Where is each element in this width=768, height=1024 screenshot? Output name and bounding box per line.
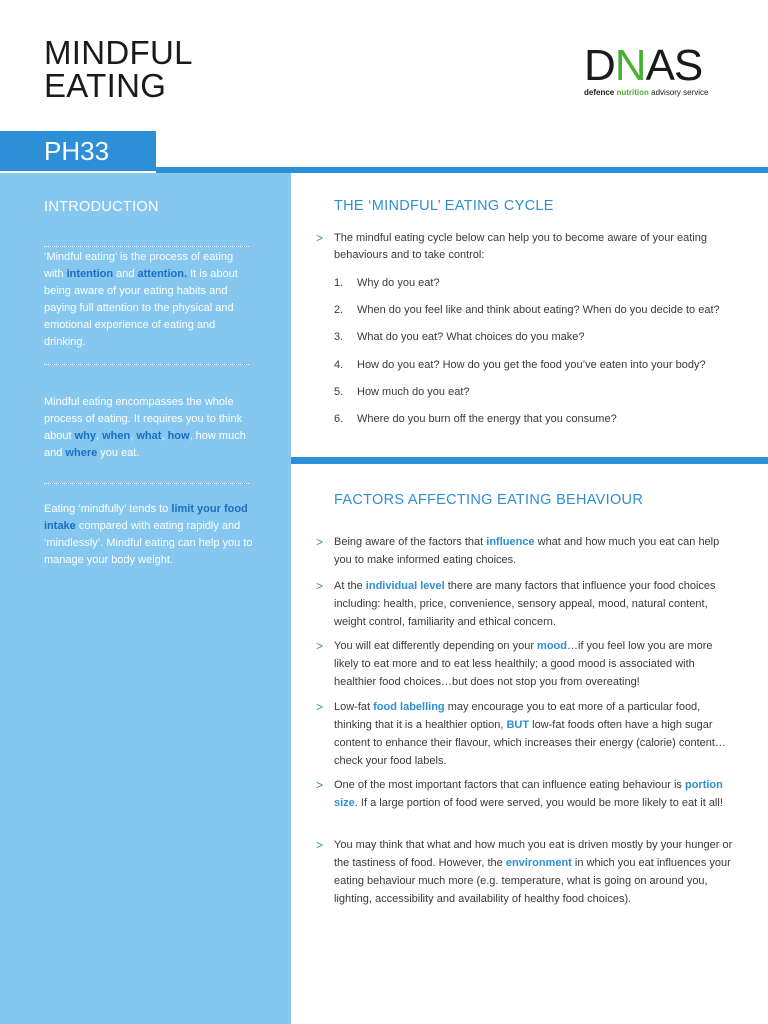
question-number: 2. bbox=[334, 304, 344, 316]
factor-bullet bbox=[316, 577, 736, 631]
logo-letter-d: D bbox=[584, 41, 615, 90]
intro-paragraph-3 bbox=[44, 501, 254, 569]
question-number: 1. bbox=[334, 277, 344, 289]
text-run: At the bbox=[334, 580, 366, 592]
highlight-portion-size: portion size bbox=[334, 779, 723, 809]
cycle-intro bbox=[316, 230, 736, 263]
text-run: Being aware of the factors that bbox=[334, 536, 487, 548]
logo-tagline-2: nutrition bbox=[616, 88, 649, 97]
factor-text bbox=[316, 533, 736, 569]
sidebar-dotted-rule bbox=[44, 246, 249, 247]
question-item bbox=[334, 357, 706, 373]
dnas-logo bbox=[584, 41, 734, 97]
logo-wordmark bbox=[584, 41, 734, 90]
introduction-sidebar bbox=[0, 173, 291, 1024]
factor-text bbox=[316, 776, 736, 812]
text-run: …if you feel low you are more likely to eat more and to eat less healthily; a good mood is associated with healthier food choices…but does not stop you from overeating! bbox=[334, 640, 713, 688]
question-item bbox=[334, 384, 470, 400]
arrow-bullet-icon: > bbox=[316, 838, 324, 852]
factor-bullet bbox=[316, 776, 736, 812]
highlight-influence: influence bbox=[486, 536, 535, 548]
text-run: may encourage you to eat more of a particular food, thinking that it is a healthier option, bbox=[334, 701, 701, 731]
intro-paragraph-1 bbox=[44, 249, 254, 351]
text-run: , bbox=[130, 430, 137, 442]
arrow-bullet-icon: > bbox=[316, 700, 324, 714]
highlight-where: where bbox=[65, 447, 98, 459]
question-text: When do you feel like and think about eating? When do you decide to eat? bbox=[357, 304, 720, 316]
text-run: , bbox=[96, 430, 103, 442]
highlight-how: how bbox=[167, 430, 190, 442]
highlight-mood: mood bbox=[537, 640, 567, 652]
factor-bullet bbox=[316, 698, 736, 770]
highlight-environment: environment bbox=[505, 857, 572, 869]
text-run: what and how much you eat can help you to make informed eating choices. bbox=[334, 536, 720, 566]
text-run: You will eat differently depending on your bbox=[334, 640, 538, 652]
arrow-bullet-icon: > bbox=[316, 579, 324, 593]
question-text: How do you eat? How do you get the food you’ve eaten into your body? bbox=[357, 359, 706, 371]
arrow-bullet-icon: > bbox=[316, 231, 324, 245]
highlight-attention: attention. bbox=[137, 268, 188, 280]
page-title bbox=[44, 36, 193, 102]
question-number: 5. bbox=[334, 386, 344, 398]
question-number: 6. bbox=[334, 413, 344, 425]
factor-text bbox=[316, 577, 736, 631]
cycle-intro-text: The mindful eating cycle below can help you to become aware of your eating behaviours and to take control: bbox=[334, 232, 707, 261]
sidebar-dotted-rule bbox=[44, 483, 249, 484]
text-run: and bbox=[113, 268, 138, 280]
question-text: What do you eat? What choices do you make? bbox=[357, 331, 585, 343]
highlight-individual-level: individual level bbox=[365, 580, 445, 592]
factor-text bbox=[316, 836, 736, 908]
highlight-intention: intention bbox=[66, 268, 114, 280]
question-text: Why do you eat? bbox=[357, 277, 440, 289]
highlight-limit-intake: limit your food intake bbox=[44, 503, 248, 532]
factor-bullet bbox=[316, 637, 736, 691]
text-run: in which you eat influences your eating behaviour much more (e.g. temperature, what is going on around you, lighting, accessibility and availability of healthy food choices). bbox=[334, 857, 731, 905]
highlight-but: BUT bbox=[506, 719, 530, 731]
question-item bbox=[334, 302, 720, 318]
text-run: You may think that what and how much you eat is driven mostly by your hunger or the tastiness of food. However, the bbox=[334, 839, 733, 869]
logo-tagline bbox=[584, 88, 734, 97]
sidebar-dotted-rule bbox=[44, 364, 249, 365]
factor-bullet bbox=[316, 836, 736, 908]
logo-letters-as: AS bbox=[645, 41, 703, 90]
highlight-food-labelling: food labelling bbox=[373, 701, 445, 713]
text-run: Low-fat bbox=[334, 701, 374, 713]
factors-heading: FACTORS AFFECTING EATING BEHAVIOUR bbox=[334, 492, 644, 508]
arrow-bullet-icon: > bbox=[316, 639, 324, 653]
logo-tagline-1: defence bbox=[584, 88, 615, 97]
text-run: compared with eating rapidly and ‘mindlessly’. Mindful eating can help you to manage your body weight. bbox=[44, 520, 253, 566]
text-run: you eat. bbox=[97, 447, 140, 459]
factor-text bbox=[316, 637, 736, 691]
intro-paragraph-2 bbox=[44, 394, 254, 462]
question-text: How much do you eat? bbox=[357, 386, 470, 398]
text-run: there are many factors that influence your food choices including: health, price, convenience, sensory appeal, mood, natural content, weight control, familiarity and ethical concern. bbox=[334, 580, 716, 628]
logo-tagline-3: advisory service bbox=[651, 88, 709, 97]
question-number: 3. bbox=[334, 331, 344, 343]
factor-bullet bbox=[316, 533, 736, 569]
cycle-heading: THE ‘MINDFUL’ EATING CYCLE bbox=[334, 198, 554, 214]
text-run: , how much and bbox=[44, 430, 246, 459]
text-run: low-fat foods often have a high sugar content to enhance their flavour, which increases their energy (calorie) content…check your food labels. bbox=[334, 719, 726, 767]
highlight-why: why bbox=[74, 430, 96, 442]
title-line-2: EATING bbox=[44, 67, 167, 104]
text-run: , bbox=[161, 430, 168, 442]
factor-text bbox=[316, 698, 736, 770]
text-run: Mindful eating encompasses the whole process of eating. It requires you to think about bbox=[44, 396, 243, 442]
introduction-heading: INTRODUCTION bbox=[44, 199, 159, 215]
question-text: Where do you burn off the energy that you consume? bbox=[357, 413, 617, 425]
text-run: Eating ‘mindfully’ tends to bbox=[44, 503, 172, 515]
title-line-1: MINDFUL bbox=[44, 34, 193, 71]
question-number: 4. bbox=[334, 359, 344, 371]
text-run: ‘Mindful eating’ is the process of eating with bbox=[44, 251, 234, 280]
text-run: . If a large portion of food were served, you would be more likely to eat it all! bbox=[354, 797, 723, 809]
document-code-tab: PH33 bbox=[0, 131, 156, 171]
arrow-bullet-icon: > bbox=[316, 535, 324, 549]
question-item bbox=[334, 411, 617, 427]
text-run: It is about being aware of your eating habits and paying full attention to the physical and emotional experience of eating and drinking. bbox=[44, 268, 238, 348]
logo-letter-n: N bbox=[614, 41, 646, 90]
question-item bbox=[334, 275, 440, 291]
section-divider bbox=[291, 457, 768, 464]
highlight-when: when bbox=[102, 430, 131, 442]
text-run: One of the most important factors that can influence eating behaviour is bbox=[334, 779, 685, 791]
arrow-bullet-icon: > bbox=[316, 778, 324, 792]
question-item bbox=[334, 329, 584, 345]
highlight-what: what bbox=[136, 430, 162, 442]
